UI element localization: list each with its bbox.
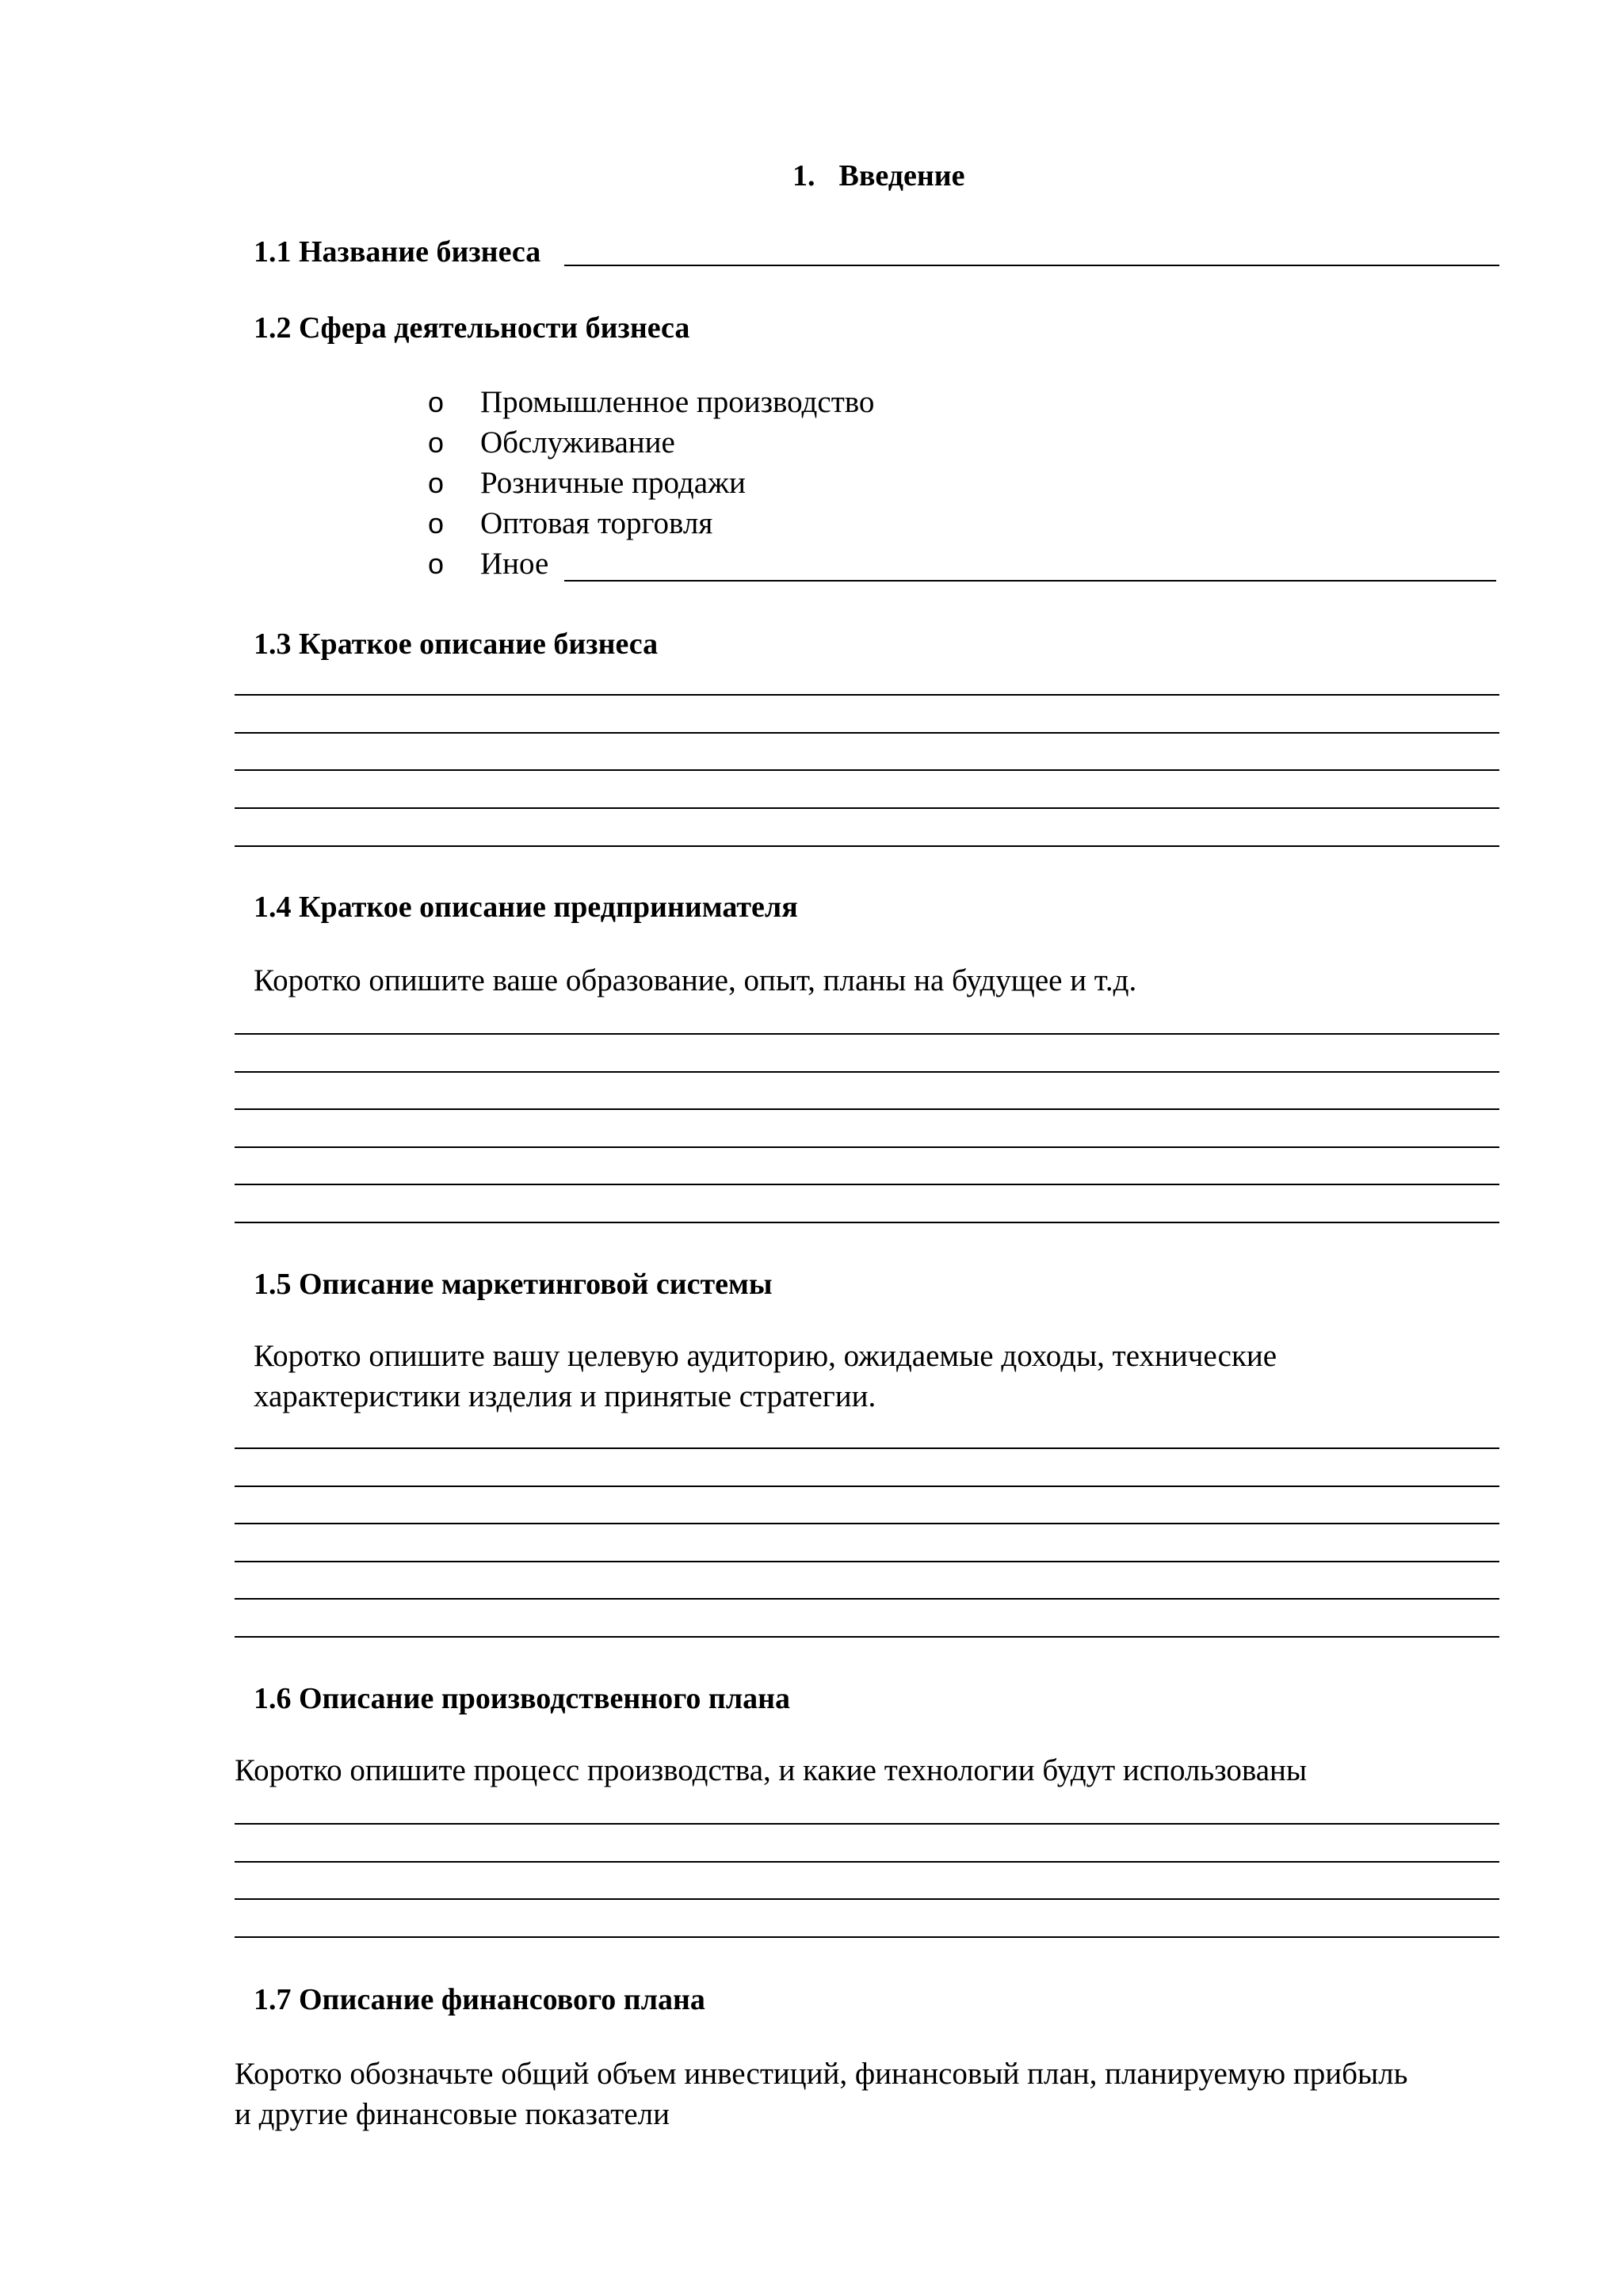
entrepreneur-line[interactable] [235,1146,1499,1148]
marketing-line[interactable] [235,1598,1499,1600]
production-line[interactable] [235,1823,1499,1825]
option-label: Розничные продажи [480,466,746,500]
option-other[interactable] [428,543,548,585]
business-description-line[interactable] [235,732,1499,734]
production-line[interactable] [235,1936,1499,1938]
business-description-line[interactable] [235,845,1499,847]
marketing-instruction-line1: Коротко опишите вашу целевую аудиторию, ожидаемые доходы, технические [254,1339,1277,1373]
business-description-label: 1.3 Краткое описание бизнеса [254,627,659,661]
business-name-field[interactable] [564,265,1499,266]
option-industrial-production[interactable] [428,382,874,423]
entrepreneur-line[interactable] [235,1184,1499,1185]
production-line[interactable] [235,1861,1499,1863]
entrepreneur-line[interactable] [235,1108,1499,1110]
marketing-line[interactable] [235,1523,1499,1524]
marketing-line[interactable] [235,1561,1499,1562]
business-description-line[interactable] [235,694,1499,696]
business-description-line[interactable] [235,769,1499,771]
production-label: 1.6 Описание производственного плана [254,1682,791,1715]
section-number: 1. [792,159,815,193]
option-retail[interactable] [428,463,746,504]
marketing-instruction-line2: характеристики изделия и принятые стратегии. [254,1379,876,1413]
option-bullet: o [428,467,445,499]
entrepreneur-instruction: Коротко опишите ваше образование, опыт, планы на будущее и т.д. [254,963,1137,997]
option-wholesale[interactable] [428,503,712,544]
finance-label: 1.7 Описание финансового плана [254,1983,705,2016]
other-field[interactable] [564,580,1496,582]
entrepreneur-line[interactable] [235,1222,1499,1223]
section-title [792,152,964,200]
entrepreneur-label: 1.4 Краткое описание предпринимателя [254,891,798,924]
production-line[interactable] [235,1898,1499,1900]
marketing-line[interactable] [235,1636,1499,1638]
finance-instruction-line1: Коротко обозначьте общий объем инвестиций, финансовый план, планируемую прибыль [235,2057,1408,2091]
finance-instruction-line2: и другие финансовые показатели [235,2097,670,2131]
option-label: Иное [480,547,549,581]
option-bullet: o [428,426,445,459]
entrepreneur-line[interactable] [235,1071,1499,1073]
business-name-label: 1.1 Название бизнеса [254,235,541,269]
option-label: Промышленное производство [480,385,875,419]
business-description-line[interactable] [235,807,1499,809]
entrepreneur-line[interactable] [235,1033,1499,1035]
marketing-label: 1.5 Описание маркетинговой системы [254,1268,773,1301]
section-title-text: Введение [838,159,965,193]
option-bullet: o [428,386,445,418]
option-bullet: o [428,547,445,580]
option-label: Обслуживание [480,425,675,460]
marketing-line[interactable] [235,1447,1499,1449]
business-field-label: 1.2 Сфера деятельности бизнеса [254,311,690,345]
option-label: Оптовая торговля [480,506,713,540]
option-bullet: o [428,507,445,540]
production-instruction: Коротко опишите процесс производства, и какие технологии будут использованы [235,1753,1308,1787]
option-service[interactable] [428,422,675,463]
marketing-line[interactable] [235,1486,1499,1487]
